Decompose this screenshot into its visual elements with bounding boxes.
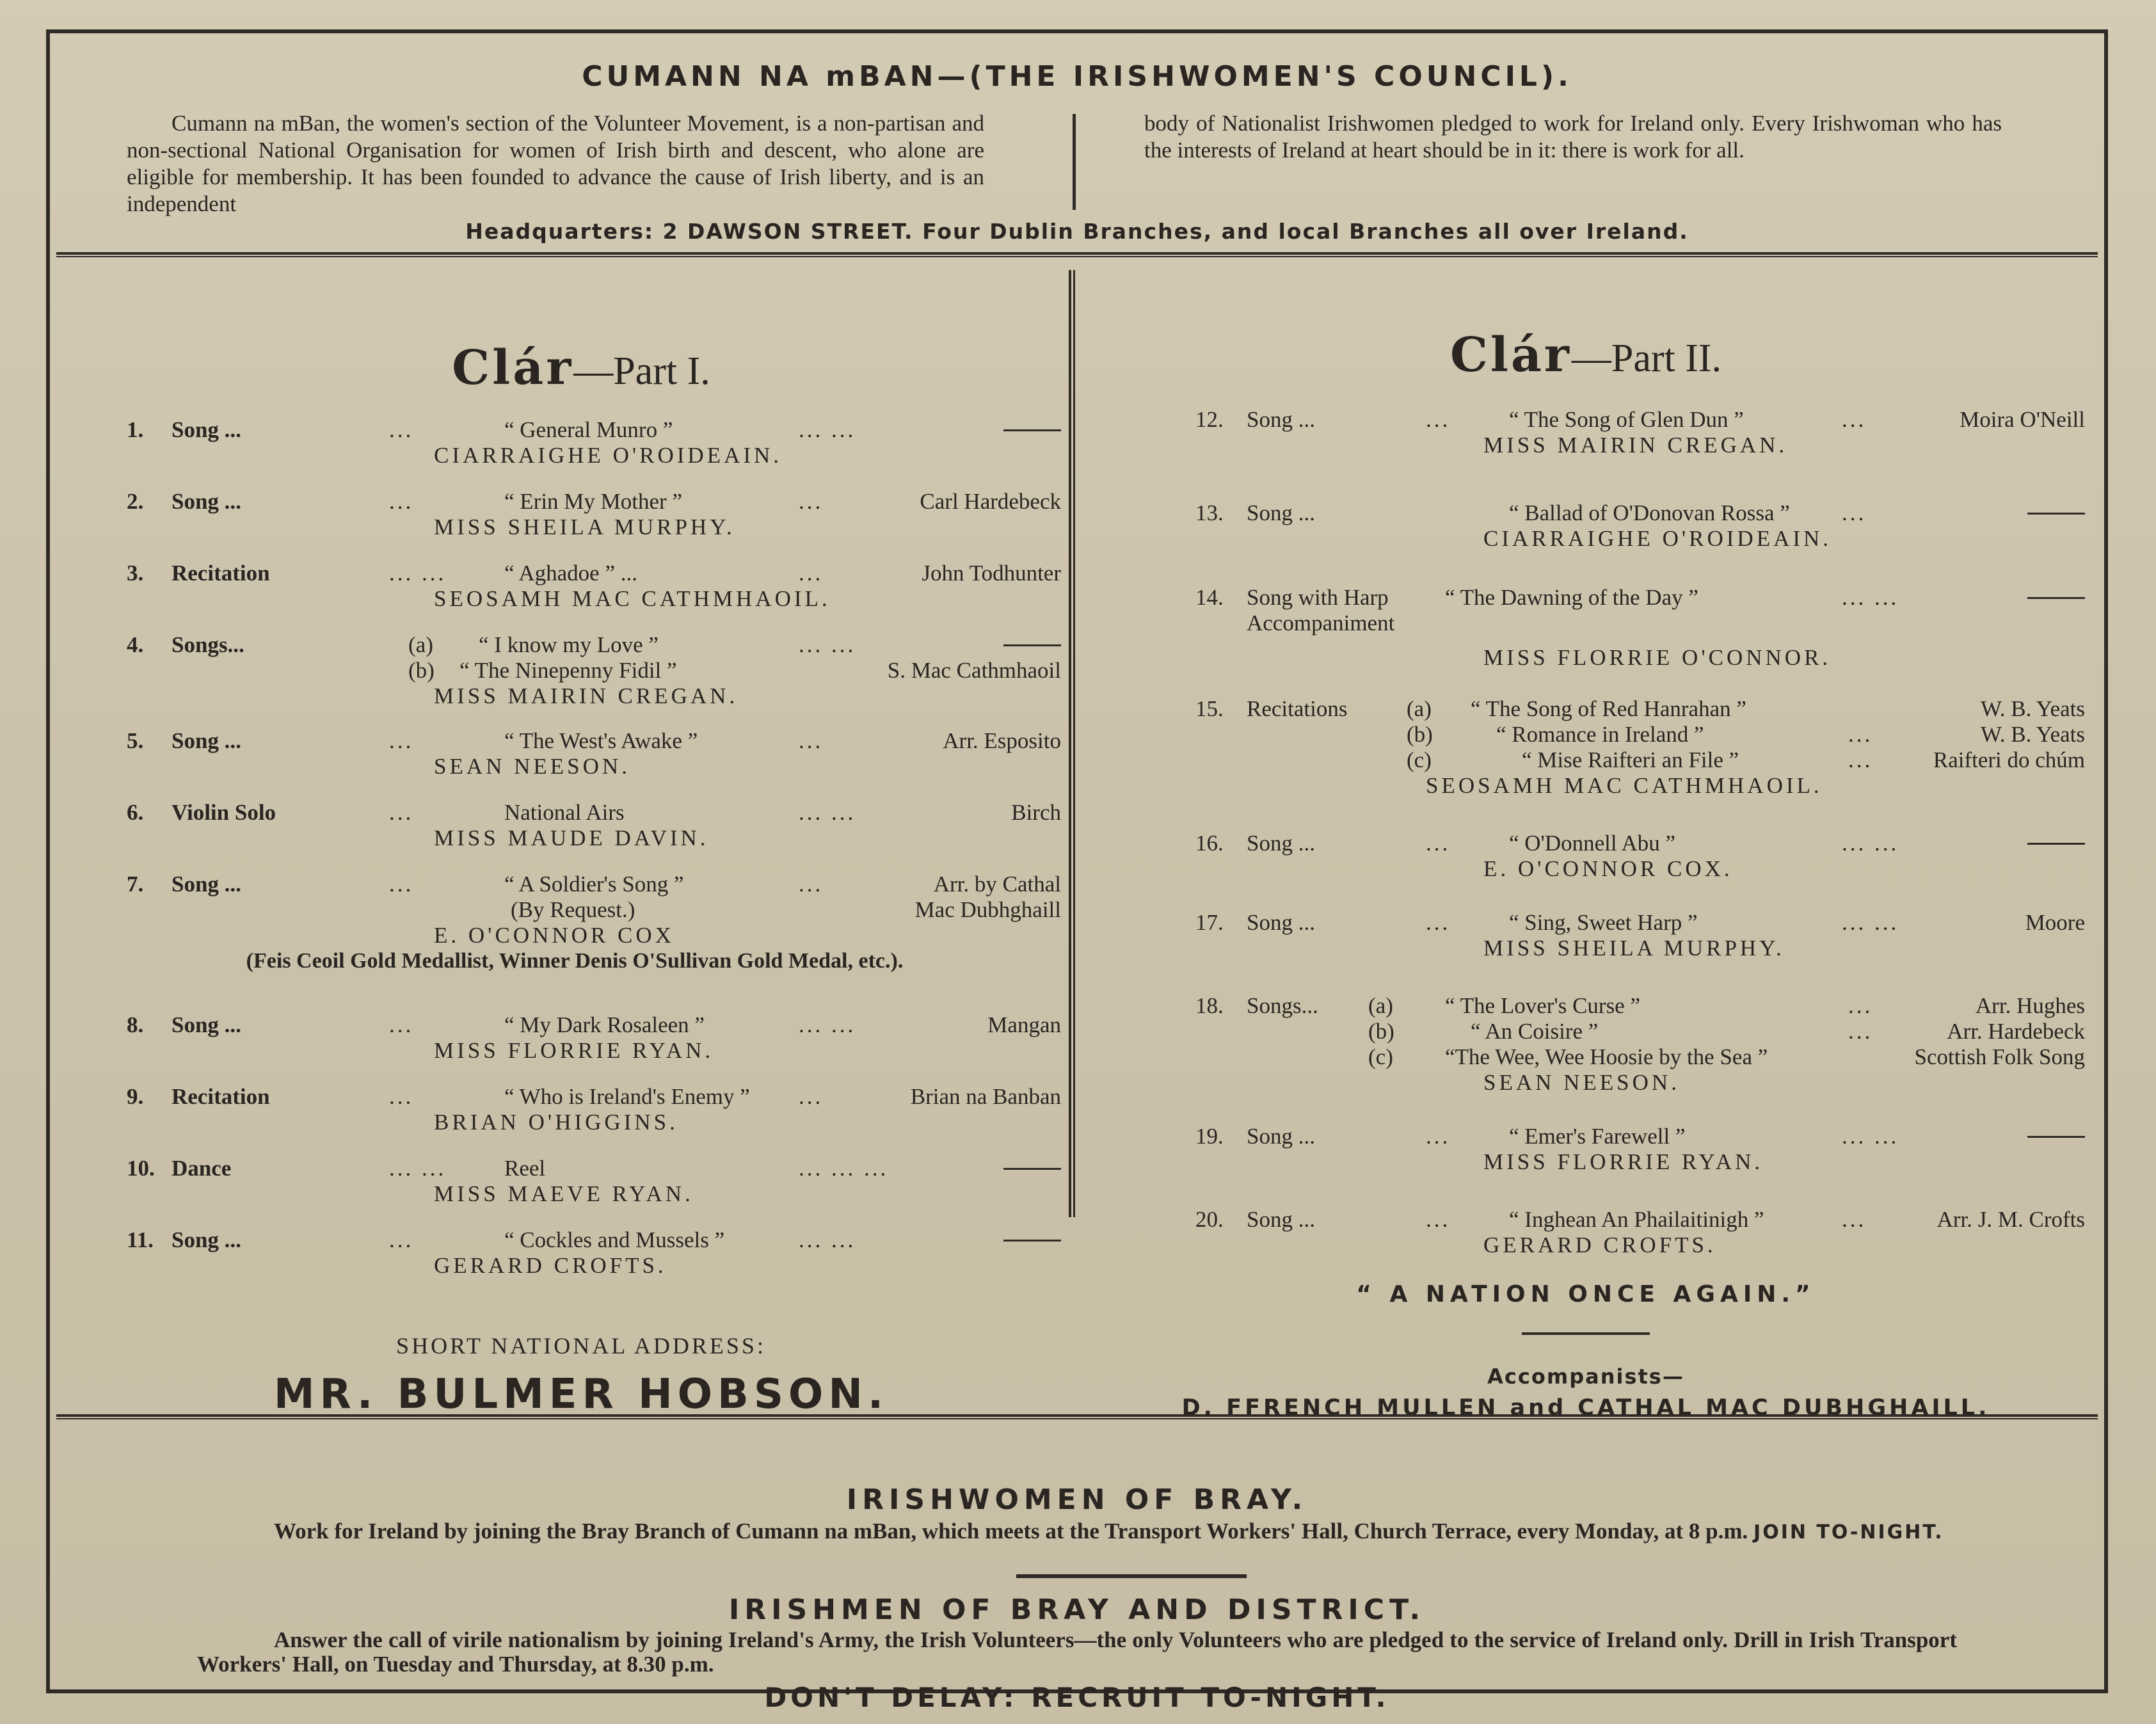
performer: SEOSAMH MAC CATHMHAOIL.	[1426, 773, 1823, 798]
item-line	[1087, 696, 2085, 722]
part-a-title: “ The Lover's Curse ”	[1445, 993, 1641, 1018]
program-item	[101, 800, 1061, 851]
leader-dots: ... ...	[799, 1012, 856, 1037]
dash-rule	[1003, 1240, 1061, 1241]
item-line	[101, 872, 1061, 897]
leader-dots: ... ...	[389, 1156, 447, 1181]
bray-text: Work for Ireland by joining the Bray Branch of Cumann na mBan, which meets at the Transport Workers' Hall, Church Terrace, every Monday, at 8 p.m. JOIN TO-NIGHT.	[274, 1519, 1944, 1544]
item-kind: Recitation	[172, 561, 270, 586]
program-item	[1087, 407, 2085, 458]
item-line	[101, 515, 1061, 540]
performer: MISS FLORRIE RYAN.	[1483, 1149, 1764, 1174]
item-line	[1087, 993, 2085, 1019]
composer: W. B. Yeats	[1980, 696, 2085, 721]
item-kind: Song with Harp	[1247, 585, 1389, 610]
item-line	[101, 923, 1061, 948]
item-number: 1.	[127, 417, 144, 442]
item-number: 7.	[127, 872, 144, 897]
outer-border	[46, 29, 2108, 1713]
item-line	[101, 417, 1061, 443]
composer: Arr. Hughes	[1975, 993, 2085, 1018]
leader-dots: ...	[799, 489, 824, 514]
part2-heading: Clár—Part II.	[1449, 328, 1722, 383]
piece-title: “ My Dark Rosaleen ”	[504, 1012, 705, 1037]
part-a-title: “ I know my Love ”	[479, 632, 659, 657]
piece-title: “ Who is Ireland's Enemy ”	[504, 1084, 750, 1109]
program-item	[1087, 696, 2085, 799]
item-number: 12.	[1195, 407, 1224, 432]
dash-rule	[2027, 1136, 2085, 1138]
program-item	[1087, 993, 2085, 1096]
item-line	[101, 826, 1061, 851]
item-number: 5.	[127, 728, 144, 753]
item-line	[1087, 526, 2085, 552]
composer: Moira O'Neill	[1960, 407, 2085, 432]
piece-title: National Airs	[504, 800, 625, 825]
item-line	[1087, 1124, 2085, 1149]
item-kind: Song ...	[172, 417, 241, 442]
item-line	[101, 561, 1061, 586]
item-line	[1087, 1233, 2085, 1258]
part-a-dots: ...	[1848, 993, 1873, 1018]
performer: BRIAN O'HIGGINS.	[434, 1110, 678, 1135]
performer: GERARD CROFTS.	[434, 1253, 667, 1278]
accompanists-names: D. FFRENCH MULLEN and CATHAL MAC DUBHGHAILL.	[1181, 1395, 1990, 1421]
leader-dots: ...	[1842, 500, 1867, 525]
leader-dots: ...	[389, 872, 414, 897]
part-b-title: “ The Ninepenny Fidil ”	[459, 658, 677, 683]
item-kind: Songs...	[1247, 993, 1318, 1018]
composer: Arr. J. M. Crofts	[1936, 1207, 2085, 1232]
item-line	[1087, 831, 2085, 856]
performer: SEAN NEESON.	[1483, 1070, 1680, 1095]
program-item	[101, 728, 1061, 779]
item-line	[1087, 433, 2085, 458]
piece-title: “ Erin My Mother ”	[504, 489, 682, 514]
composer: Brian na Banban	[910, 1084, 1061, 1109]
part-b-label: (b)	[1407, 722, 1433, 747]
item-line	[1087, 773, 2085, 799]
item-kind: Song ...	[172, 1012, 241, 1037]
item-line	[1087, 722, 2085, 747]
leader-dots: ...	[1842, 1207, 1867, 1232]
part-b-label: (b)	[1368, 1019, 1394, 1044]
address-speaker: MR. BULMER HOBSON.	[273, 1371, 889, 1418]
item-line	[1087, 500, 2085, 526]
item-line	[1087, 1044, 2085, 1070]
intro-left: Cumann na mBan, the women's section of the Volunteer Movement, is a non-partisan and non-sectional National Organisation for women of Irish birth and descent, who alone are eligible for membership. It has been founded to advance the cause of Irish liberty, and is an independent	[127, 111, 984, 216]
item-kind: Song ...	[172, 728, 241, 753]
item-number: 18.	[1195, 993, 1224, 1018]
composer: Scottish Folk Song	[1914, 1044, 2085, 1069]
item-kind: Song ...	[172, 1227, 241, 1252]
performer: SEOSAMH MAC CATHMHAOIL.	[434, 586, 831, 611]
column-divider	[1069, 270, 1075, 1217]
dash-rule	[1003, 429, 1061, 431]
item-kind: Song ...	[172, 872, 241, 897]
leader-dots: ...	[389, 728, 414, 753]
performer: MISS SHEILA MURPHY.	[1483, 936, 1785, 961]
program-item	[101, 561, 1061, 612]
leader-dots: ... ...	[799, 417, 856, 442]
item-number: 9.	[127, 1084, 144, 1109]
item-line	[1087, 1019, 2085, 1044]
performer: CIARRAIGHE O'ROIDEAIN.	[434, 443, 783, 468]
composer: Arr. Hardebeck	[1947, 1019, 2085, 1044]
composer: Moore	[2025, 910, 2085, 935]
item-line	[101, 1227, 1061, 1253]
item-line	[1087, 611, 2085, 636]
item-line	[1087, 910, 2085, 936]
composer: Birch	[1011, 800, 1061, 825]
item-kind: Song ...	[1247, 831, 1315, 856]
header-section	[50, 33, 2104, 271]
piece-title: “ O'Donnell Abu ”	[1509, 831, 1676, 856]
composer: Arr. Esposito	[943, 728, 1061, 753]
item-line	[101, 683, 1061, 709]
performer: GERARD CROFTS.	[1483, 1233, 1716, 1257]
leader-dots: ...	[389, 1227, 414, 1252]
item-line	[1087, 747, 2085, 773]
performer: SEAN NEESON.	[434, 754, 630, 779]
performer: MISS MAIRIN CREGAN.	[434, 683, 739, 708]
performer: MISS FLORRIE RYAN.	[434, 1038, 714, 1063]
address-label: SHORT NATIONAL ADDRESS:	[396, 1333, 766, 1359]
item-line	[1087, 585, 2085, 611]
part-c-dots: ...	[1848, 747, 1873, 772]
part-a-label: (a)	[1407, 696, 1432, 721]
item-number: 10.	[127, 1156, 155, 1181]
item-line	[1087, 1149, 2085, 1175]
dash-rule	[1003, 1168, 1061, 1170]
bray-title: IRISHWOMEN OF BRAY.	[846, 1483, 1308, 1516]
program-item	[101, 489, 1061, 540]
item-number: 13.	[1195, 500, 1224, 525]
program-item	[101, 1156, 1061, 1207]
leader-dots: ... ...	[1842, 910, 1899, 935]
composer: Mac Dubhghaill	[914, 897, 1061, 922]
item-line	[101, 897, 1061, 923]
item-line	[101, 1038, 1061, 1064]
item-line	[1087, 1207, 2085, 1233]
program-item	[101, 1084, 1061, 1135]
piece-title: “ Emer's Farewell ”	[1509, 1124, 1686, 1149]
performer: MISS MAEVE RYAN.	[434, 1181, 694, 1206]
item-number: 2.	[127, 489, 144, 514]
leader-dots: ...	[389, 800, 414, 825]
part1-heading: Clár—Part I.	[452, 340, 710, 395]
item-kind: Violin Solo	[172, 800, 276, 825]
item-line	[101, 658, 1061, 683]
piece-subtitle: (By Request.)	[511, 897, 635, 922]
program-item	[1087, 831, 2085, 882]
piece-title: “ Aghadoe ” ...	[504, 561, 637, 586]
program-item	[1087, 500, 2085, 552]
part-b-label: (b)	[408, 658, 435, 683]
piece-title: “ The West's Awake ”	[504, 728, 698, 753]
item-kind-continued: Accompaniment	[1247, 611, 1395, 635]
dash-rule	[1003, 644, 1061, 646]
composer: W. B. Yeats	[1980, 722, 2085, 747]
part-a-label: (a)	[1368, 993, 1393, 1018]
accompanists-label: Accompanists—	[1487, 1364, 1684, 1389]
dash-rule	[2027, 843, 2085, 845]
item-kind: Recitations	[1247, 696, 1348, 721]
composer: Raifteri do chúm	[1933, 747, 2085, 772]
item-line	[101, 1156, 1061, 1181]
closing-anthem: “ A NATION ONCE AGAIN.”	[1356, 1281, 1816, 1307]
piece-title: Reel	[504, 1156, 546, 1181]
leader-dots: ...	[1842, 407, 1867, 432]
piece-title: “ General Munro ”	[504, 417, 673, 442]
leader-dots: ... ...	[799, 1227, 856, 1252]
leader-dots: ... ...	[1842, 585, 1899, 610]
item-number: 3.	[127, 561, 144, 586]
men-cta: DON'T DELAY: RECRUIT TO-NIGHT.	[764, 1682, 1390, 1713]
header-rule	[56, 252, 2098, 257]
leader-dots: ...	[1426, 910, 1451, 935]
part-c-title: “The Wee, Wee Hoosie by the Sea ”	[1445, 1044, 1768, 1069]
item-number: 8.	[127, 1012, 144, 1037]
dash-rule	[2027, 513, 2085, 515]
leader-dots: ...	[389, 489, 414, 514]
item-number: 17.	[1195, 910, 1224, 935]
item-number: 15.	[1195, 696, 1224, 721]
leader-dots: ...	[1426, 407, 1451, 432]
item-line	[1087, 856, 2085, 882]
part-a-title: “ The Song of Red Hanrahan ”	[1471, 696, 1746, 721]
anthem-rule	[1522, 1332, 1650, 1335]
composer: Arr. by Cathal	[933, 872, 1061, 897]
performer: E. O'CONNOR COX	[434, 923, 675, 948]
item-number: 4.	[127, 632, 144, 657]
men-text: Answer the call of virile nationalism by joining Ireland's Army, the Irish Volunteers—the only Volunteers who are pledged to the service of Ireland only. Drill in Irish Transport Workers' Hall, on Tuesday and Thursday, at 8.30 p.m.	[197, 1627, 1957, 1677]
item-line	[101, 800, 1061, 826]
program-item	[1087, 1207, 2085, 1258]
item-line	[1087, 1070, 2085, 1096]
program-item	[1087, 585, 2085, 671]
item-number: 16.	[1195, 831, 1224, 856]
piece-title: “ The Song of Glen Dun ”	[1509, 407, 1744, 432]
item-line	[101, 489, 1061, 515]
item-line	[101, 586, 1061, 612]
piece-title: “ Cockles and Mussels ”	[504, 1227, 725, 1252]
part-a-dots: ... ...	[799, 632, 856, 657]
part1-column	[101, 270, 1061, 1435]
spacer	[1087, 636, 2085, 645]
piece-title: “ A Soldier's Song ”	[504, 872, 684, 897]
item-number: 11.	[127, 1227, 154, 1252]
dash-rule	[2027, 597, 2085, 599]
item-kind: Dance	[172, 1156, 232, 1181]
part2-column	[1087, 270, 2085, 1435]
leader-dots: ...	[389, 1084, 414, 1109]
organisation-title: CUMANN NA mBAN—(THE IRISHWOMEN'S COUNCIL).	[582, 60, 1572, 93]
item-kind: Song ...	[1247, 1124, 1315, 1149]
item-kind: Song ...	[1247, 910, 1315, 935]
men-title: IRISHMEN OF BRAY AND DISTRICT.	[728, 1593, 1426, 1626]
item-line	[1087, 936, 2085, 961]
part-b-title: “ Romance in Ireland ”	[1496, 722, 1704, 747]
part-a-label: (a)	[408, 632, 433, 657]
item-line	[101, 632, 1061, 658]
program-item	[1087, 910, 2085, 961]
item-line	[101, 728, 1061, 754]
item-line	[1087, 645, 2085, 671]
piece-title: “ Inghean An Phailaitinigh ”	[1509, 1207, 1764, 1232]
performer: CIARRAIGHE O'ROIDEAIN.	[1483, 526, 1832, 551]
performer: MISS MAUDE DAVIN.	[434, 826, 709, 850]
program-item	[1087, 1124, 2085, 1175]
footer-rule	[56, 1414, 2098, 1419]
leader-dots: ... ...	[389, 561, 447, 586]
leader-dots: ... ...	[1842, 1124, 1899, 1149]
program-item	[101, 1012, 1061, 1064]
item-kind: Song ...	[1247, 1207, 1315, 1232]
item-kind: Song ...	[1247, 500, 1315, 525]
item-kind: Songs...	[172, 632, 244, 657]
leader-dots: ...	[799, 728, 824, 753]
bray-cta: JOIN TO-NIGHT.	[1753, 1521, 1944, 1544]
item-line	[101, 754, 1061, 779]
composer: Mangan	[987, 1012, 1061, 1037]
part-c-label: (c)	[1368, 1044, 1393, 1069]
leader-dots: ...	[389, 417, 414, 442]
program-item	[101, 632, 1061, 709]
footer-mid-rule	[1016, 1574, 1247, 1578]
part-b-dots: ...	[1848, 722, 1873, 747]
leader-dots: ...	[799, 1084, 824, 1109]
leader-dots: ...	[389, 1012, 414, 1037]
part-c-label: (c)	[1407, 747, 1432, 772]
performer: MISS FLORRIE O'CONNOR.	[1483, 645, 1832, 670]
item-line	[101, 1084, 1061, 1110]
program-item	[101, 1227, 1061, 1279]
item-kind: Recitation	[172, 1084, 270, 1109]
item-line	[101, 1110, 1061, 1135]
item-line	[101, 443, 1061, 468]
item-line	[101, 1253, 1061, 1279]
composer: S. Mac Cathmhaoil	[887, 658, 1061, 683]
header-divider	[1073, 114, 1076, 210]
item-line	[101, 1181, 1061, 1207]
item-number: 14.	[1195, 585, 1224, 610]
leader-dots: ...	[1426, 1124, 1451, 1149]
headquarters-line: Headquarters: 2 DAWSON STREET. Four Dublin Branches, and local Branches all over Ireland.	[465, 219, 1689, 244]
intro-right: body of Nationalist Irishwomen pledged to work for Ireland only. Every Irishwoman who has the interests of Ireland at heart should be in it: there is work for all.	[1144, 111, 2002, 163]
item-number: 6.	[127, 800, 144, 825]
composer: Carl Hardebeck	[920, 489, 1061, 514]
item-kind: Song ...	[1247, 407, 1315, 432]
part-c-title: “ Mise Raifteri an File ”	[1522, 747, 1739, 772]
part-b-dots: ...	[1848, 1019, 1873, 1044]
item-number: 19.	[1195, 1124, 1224, 1149]
part-b-title: “ An Coisire ”	[1471, 1019, 1599, 1044]
leader-dots: ...	[1426, 831, 1451, 856]
item-number: 20.	[1195, 1207, 1224, 1232]
leader-dots: ...	[799, 872, 824, 897]
program-item	[101, 417, 1061, 468]
item-kind: Song ...	[172, 489, 241, 514]
piece-title: “ Sing, Sweet Harp ”	[1509, 910, 1698, 935]
leader-dots: ...	[1426, 1207, 1451, 1232]
performer: MISS SHEILA MURPHY.	[434, 515, 735, 539]
piece-title: “ Ballad of O'Donovan Rossa ”	[1509, 500, 1790, 525]
leader-dots: ... ...	[799, 800, 856, 825]
piece-title: “ The Dawning of the Day ”	[1445, 585, 1698, 610]
item-line	[101, 1012, 1061, 1038]
performer: E. O'CONNOR COX.	[1483, 856, 1733, 881]
leader-dots: ... ...	[1842, 831, 1899, 856]
footer-section	[50, 1422, 2104, 1713]
leader-dots: ...	[799, 561, 824, 586]
composer: John Todhunter	[922, 561, 1061, 586]
leader-dots: ... ... ...	[799, 1156, 889, 1181]
performer-note: (Feis Ceoil Gold Medallist, Winner Denis O'Sullivan Gold Medal, etc.).	[246, 949, 904, 973]
performer: MISS MAIRIN CREGAN.	[1483, 433, 1788, 458]
program-item	[101, 872, 1061, 974]
item-line	[1087, 407, 2085, 433]
